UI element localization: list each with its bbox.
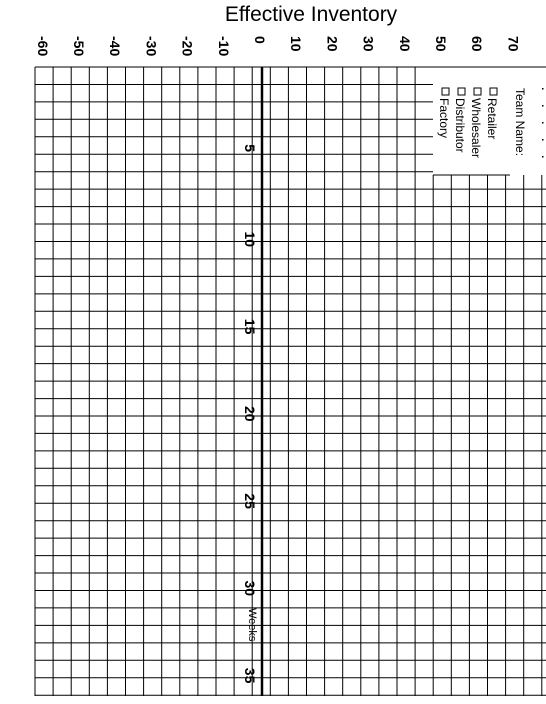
legend-checkbox-icon (490, 88, 497, 95)
legend-entry: Wholesaler (469, 98, 483, 159)
x-tick-label: 25 (242, 493, 258, 509)
y-tick-label: -30 (143, 36, 160, 57)
legend-dot (542, 139, 544, 141)
legend-dot (542, 156, 544, 158)
x-axis-label: Weeks (246, 608, 258, 642)
legend-dot (542, 122, 544, 124)
y-tick-label: -20 (179, 36, 196, 57)
y-tick-label: 40 (396, 36, 413, 52)
legend-dot (542, 88, 544, 90)
y-tick-label: 20 (324, 36, 341, 52)
legend-heading: Team Name: (513, 88, 527, 157)
legend-checkbox-icon (474, 88, 481, 95)
y-tick-label: -10 (215, 36, 232, 57)
legend (437, 88, 527, 158)
y-tick-label: 0 (252, 36, 268, 44)
y-tick-label: -40 (107, 36, 124, 57)
chart-title: Effective Inventory (224, 3, 398, 26)
legend-dot (542, 105, 544, 107)
legend-checkbox-icon (458, 88, 465, 95)
y-tick-label: 60 (469, 36, 486, 52)
x-tick-label: 35 (242, 667, 258, 684)
x-tick-label: 5 (242, 144, 258, 153)
legend-dots (542, 88, 544, 158)
y-tick-label: -50 (71, 36, 87, 57)
y-tick-label: -60 (34, 36, 51, 57)
x-tick-label: 20 (242, 406, 258, 422)
chart-grid (35, 67, 546, 696)
legend-entry: Distributor (453, 98, 467, 153)
x-tick-label: 30 (242, 580, 258, 597)
x-tick-label: 15 (242, 318, 258, 335)
x-tick-label: 10 (242, 231, 258, 248)
x-tick-labels (242, 144, 258, 683)
legend-entry: Factory (437, 98, 451, 139)
legend-checkbox-icon (442, 88, 449, 95)
y-tick-label: 30 (360, 36, 377, 52)
y-tick-label: 50 (433, 36, 449, 52)
legend-entry: Retailer (485, 98, 499, 140)
y-tick-label: 10 (288, 36, 305, 52)
y-tick-label: 70 (505, 36, 522, 52)
y-tick-labels (35, 36, 522, 56)
